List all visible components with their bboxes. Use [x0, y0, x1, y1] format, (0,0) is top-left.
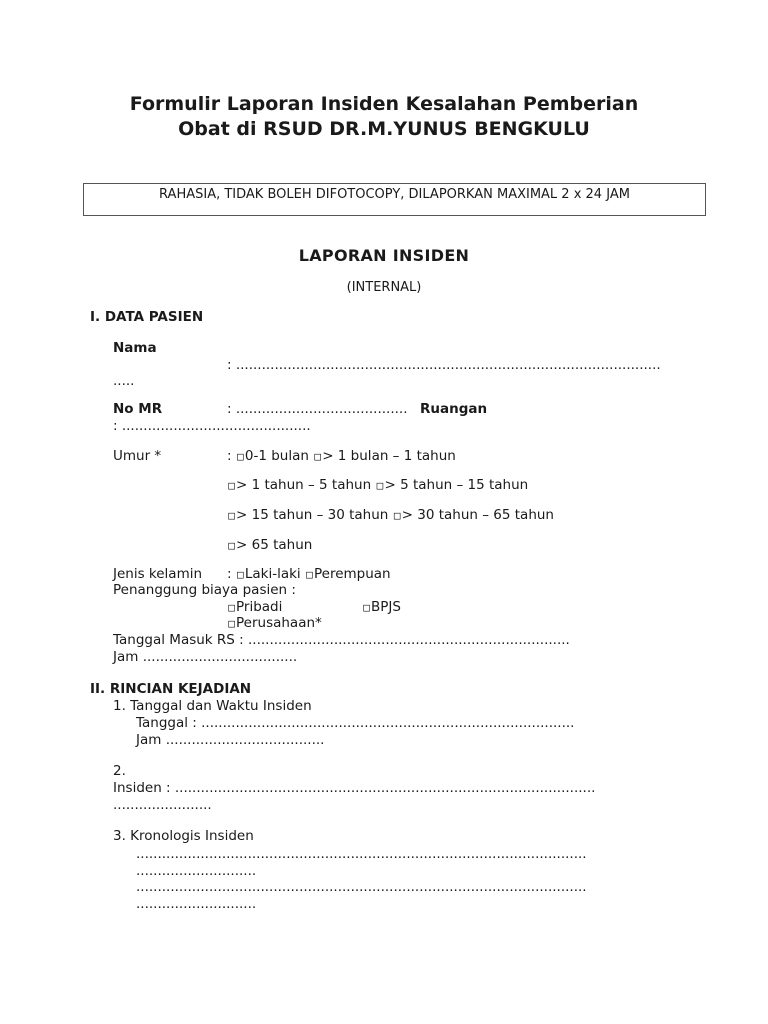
checkbox-icon[interactable]: □: [393, 509, 401, 522]
item-kronologis-insiden: 3. Kronologis Insiden: [113, 828, 254, 844]
kronologis-line-2[interactable]: .........................................................................................................: [136, 879, 587, 895]
umur-label: Umur *: [113, 448, 162, 464]
nomr-field[interactable]: : ........................................: [227, 401, 408, 417]
umur-options-row4: [227, 537, 312, 553]
checkbox-icon[interactable]: □: [363, 601, 370, 614]
form-title-line1: Formulir Laporan Insiden Kesalahan Pemberian: [129, 93, 639, 115]
umur-option-1-5-tahun: > 1 tahun – 5 tahun: [236, 477, 372, 493]
checkbox-icon[interactable]: □: [228, 617, 235, 630]
report-title: LAPORAN INSIDEN: [298, 246, 470, 265]
biaya-option-perusahaan: Perusahaan*: [236, 615, 322, 631]
kronologis-line-1-continued[interactable]: ............................: [136, 863, 257, 879]
insiden-field-continued[interactable]: .......................: [113, 797, 212, 813]
nama-label: Nama: [113, 340, 157, 356]
umur-colon: :: [227, 448, 232, 464]
tanggal-insiden-field[interactable]: Tanggal : .......................................................................................: [136, 715, 575, 731]
kronologis-line-1[interactable]: .........................................................................................................: [136, 846, 587, 862]
ruangan-label: Ruangan: [420, 401, 488, 417]
jam-insiden-field[interactable]: Jam .....................................: [136, 732, 325, 748]
nomr-label: No MR: [113, 401, 163, 417]
umur-option-15-30-tahun: > 15 tahun – 30 tahun: [236, 507, 389, 523]
notice-text: RAHASIA, TIDAK BOLEH DIFOTOCOPY, DILAPORKAN MAXIMAL 2 x 24 JAM: [159, 187, 630, 202]
checkbox-icon[interactable]: □: [228, 509, 235, 522]
umur-option-30-65-tahun: > 30 tahun – 65 tahun: [401, 507, 554, 523]
jenis-kelamin-label: Jenis kelamin: [113, 566, 203, 582]
report-subtitle: (INTERNAL): [346, 280, 422, 295]
nama-field-continued[interactable]: .....: [113, 373, 135, 389]
umur-option-65-tahun: > 65 tahun: [236, 537, 313, 553]
section-data-pasien-heading: I. DATA PASIEN: [90, 309, 204, 325]
checkbox-icon[interactable]: □: [237, 568, 244, 581]
section-rincian-kejadian-heading: II. RINCIAN KEJADIAN: [90, 681, 252, 697]
checkbox-icon[interactable]: □: [237, 450, 244, 463]
jenis-kelamin-options: [227, 566, 391, 582]
checkbox-icon[interactable]: □: [376, 479, 384, 492]
umur-options-row3: [227, 507, 554, 523]
biaya-option-bpjs-row: [362, 599, 401, 615]
form-title-line2: Obat di RSUD DR.M.YUNUS BENGKULU: [178, 118, 590, 140]
umur-options-row1: [227, 448, 456, 464]
nama-field[interactable]: : ...................................................................................................: [227, 357, 661, 373]
checkbox-icon[interactable]: □: [228, 601, 235, 614]
umur-options-row2: [227, 477, 528, 493]
kronologis-line-2-continued[interactable]: ............................: [136, 896, 257, 912]
jk-option-laki-laki: Laki-laki: [244, 566, 301, 582]
confidential-notice: [83, 183, 706, 216]
jam-masuk-field[interactable]: Jam ....................................: [113, 649, 298, 665]
item-2-number: 2.: [113, 763, 126, 779]
tanggal-masuk-field[interactable]: Tanggal Masuk RS : ...........................................................................: [113, 632, 570, 648]
penanggung-biaya-label: Penanggung biaya pasien :: [113, 582, 296, 598]
biaya-option-pribadi-row: [227, 599, 282, 615]
biaya-option-perusahaan-row: [227, 615, 322, 631]
umur-option-5-15-tahun: > 5 tahun – 15 tahun: [384, 477, 529, 493]
biaya-option-pribadi: Pribadi: [236, 599, 283, 615]
ruangan-field[interactable]: : ............................................: [113, 418, 311, 434]
umur-option-0-1-bulan: 0-1 bulan: [244, 448, 309, 464]
insiden-field[interactable]: Insiden : ..................................................................................................: [113, 780, 596, 796]
jk-colon: :: [227, 566, 232, 582]
checkbox-icon[interactable]: □: [314, 450, 322, 463]
checkbox-icon[interactable]: □: [228, 479, 235, 492]
biaya-option-bpjs: BPJS: [371, 599, 401, 615]
checkbox-icon[interactable]: □: [228, 539, 235, 552]
jk-option-perempuan: Perempuan: [313, 566, 391, 582]
item-tanggal-waktu-insiden: 1. Tanggal dan Waktu Insiden: [113, 698, 312, 714]
checkbox-icon[interactable]: □: [306, 568, 313, 581]
umur-option-1bulan-1tahun: > 1 bulan – 1 tahun: [322, 448, 456, 464]
